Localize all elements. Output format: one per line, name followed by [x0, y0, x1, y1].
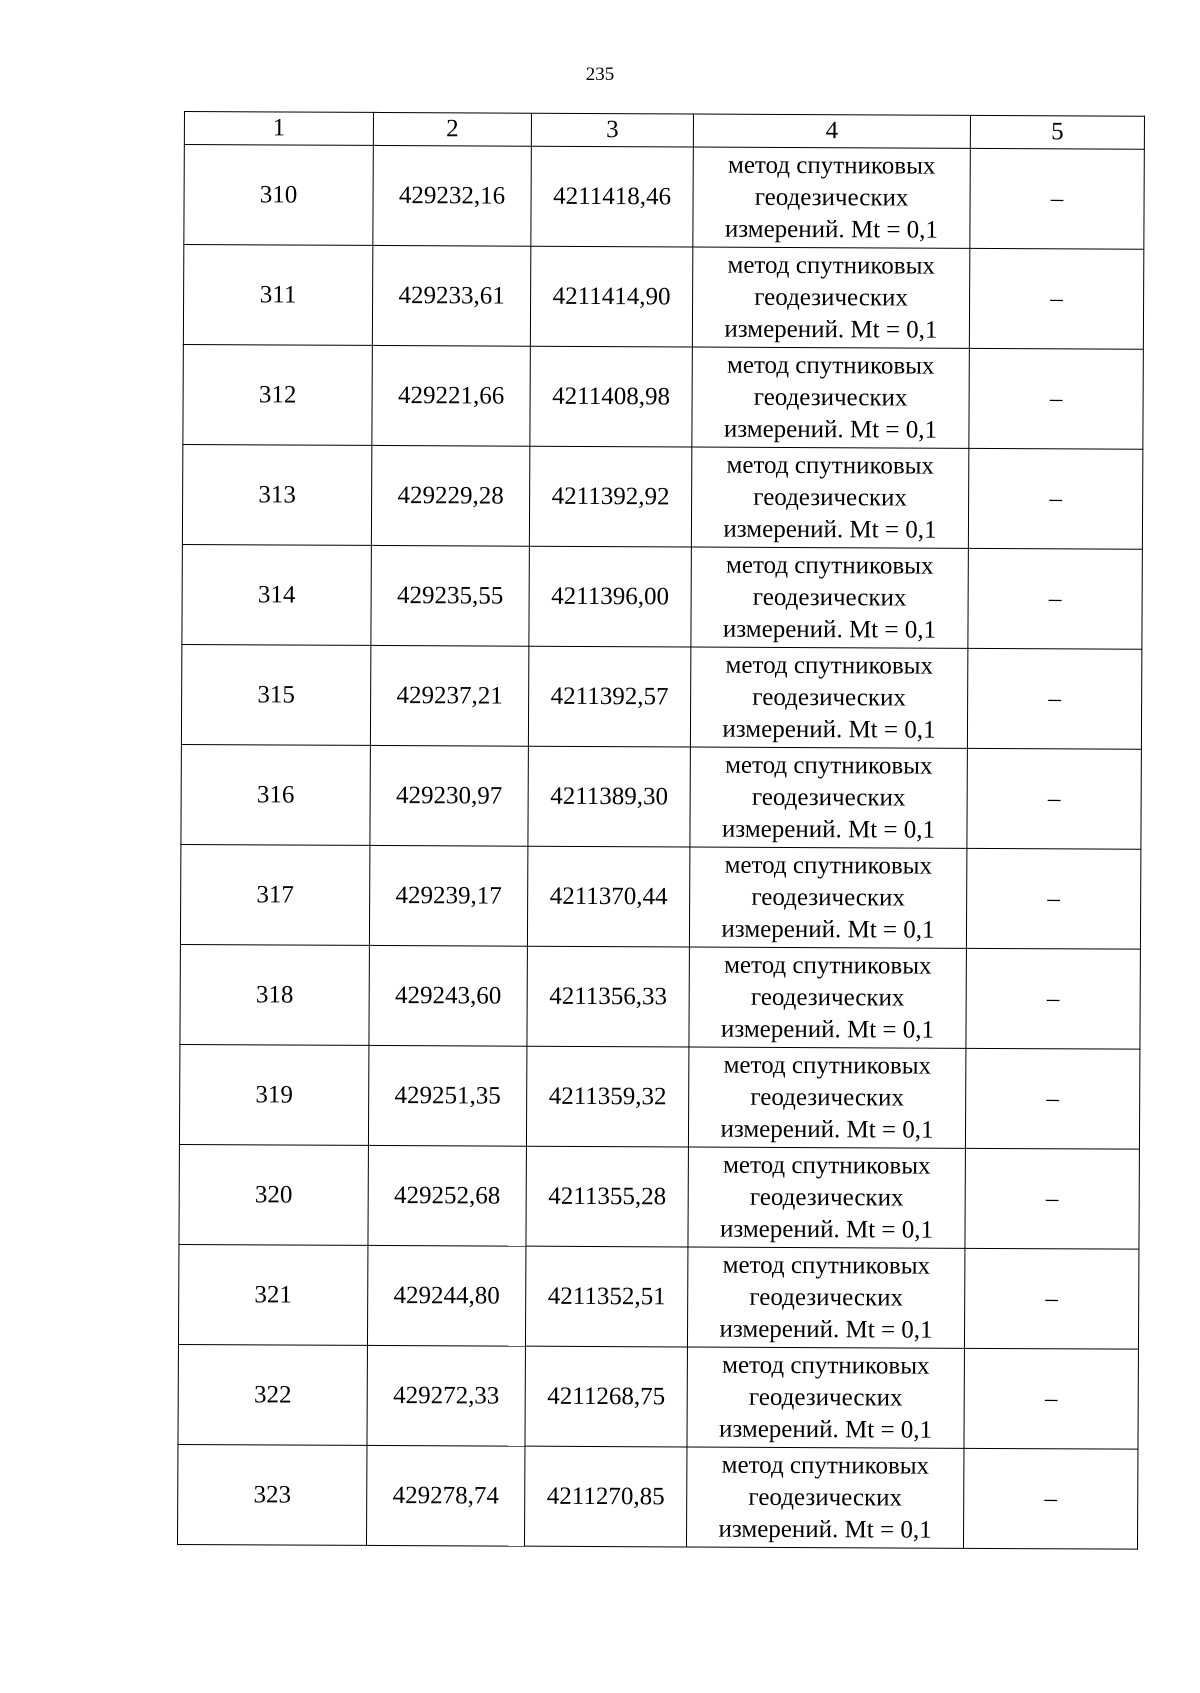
method-cell: [690, 647, 967, 748]
note-cell: –: [965, 1148, 1139, 1249]
table-row: [183, 344, 1143, 449]
method-line: метод спутниковых: [727, 151, 936, 180]
note-cell: –: [968, 548, 1142, 649]
y-coordinate-cell: 4211356,33: [527, 946, 689, 1047]
y-coordinate-cell: 4211355,28: [526, 1146, 688, 1247]
note-cell: –: [967, 648, 1141, 749]
column-header-1: 1: [184, 112, 373, 146]
method-line: метод спутниковых: [724, 951, 932, 980]
method-line: метод спутниковых: [723, 1151, 931, 1180]
note-cell: –: [965, 1048, 1139, 1149]
table-row: [182, 444, 1142, 549]
x-coordinate-cell: 429252,68: [368, 1145, 526, 1246]
x-coordinate-cell: 429239,17: [369, 845, 527, 946]
x-coordinate-cell: 429251,35: [368, 1045, 526, 1146]
note-cell: –: [969, 348, 1143, 449]
method-line: измерений. Mt = 0,1: [722, 715, 936, 744]
method-line: метод спутниковых: [726, 351, 935, 380]
x-coordinate-cell: 429221,66: [372, 345, 530, 446]
method-line: геодезических: [750, 983, 905, 1012]
note-cell: –: [964, 1248, 1138, 1349]
method-line: геодезических: [748, 1383, 903, 1412]
point-number-cell: 323: [177, 1444, 366, 1545]
method-line: геодезических: [752, 683, 907, 712]
method-line: метод спутниковых: [724, 851, 933, 880]
table-row: [177, 1444, 1137, 1549]
x-coordinate-cell: 429229,28: [371, 445, 529, 546]
column-header-3: 3: [531, 113, 693, 147]
table-row: [180, 944, 1140, 1049]
method-line: измерений. Mt = 0,1: [718, 1515, 932, 1544]
method-line: геодезических: [749, 1283, 904, 1312]
y-coordinate-cell: 4211418,46: [531, 146, 693, 247]
method-line: измерений. Mt = 0,1: [721, 815, 936, 844]
point-number-cell: 314: [182, 544, 371, 645]
method-line: измерений. Mt = 0,1: [722, 615, 937, 644]
point-number-cell: 311: [183, 245, 372, 346]
x-coordinate-cell: 429243,60: [369, 945, 527, 1046]
column-header-5: 5: [970, 115, 1144, 149]
point-number-cell: 315: [181, 644, 370, 745]
point-number-cell: 313: [182, 444, 371, 545]
method-line: геодезических: [754, 183, 909, 212]
method-line: измерений. Mt = 0,1: [721, 915, 935, 944]
column-header-2: 2: [373, 112, 531, 146]
method-line: метод спутниковых: [721, 1451, 930, 1480]
method-line: геодезических: [754, 283, 908, 312]
y-coordinate-cell: 4211392,92: [529, 446, 691, 547]
table-row: [181, 644, 1141, 749]
method-cell: [686, 1447, 963, 1548]
method-cell: [690, 747, 967, 848]
note-cell: –: [967, 748, 1141, 849]
method-line: геодезических: [750, 1083, 905, 1112]
x-coordinate-cell: 429233,61: [372, 245, 530, 346]
method-line: метод спутниковых: [725, 751, 933, 780]
method-line: метод спутниковых: [726, 451, 935, 480]
method-line: геодезических: [753, 383, 908, 412]
y-coordinate-cell: 4211359,32: [526, 1046, 688, 1147]
y-coordinate-cell: 4211396,00: [529, 546, 691, 647]
y-coordinate-cell: 4211414,90: [530, 246, 692, 347]
method-line: геодезических: [751, 783, 906, 812]
table-row: [181, 744, 1141, 849]
method-line: метод спутниковых: [727, 251, 936, 280]
page-number: 235: [585, 64, 615, 85]
point-number-cell: 322: [178, 1344, 367, 1445]
x-coordinate-cell: 429232,16: [373, 145, 531, 246]
method-cell: [687, 1247, 964, 1348]
y-coordinate-cell: 4211270,85: [524, 1446, 686, 1547]
note-cell: –: [970, 148, 1144, 249]
x-coordinate-cell: 429244,80: [367, 1245, 525, 1346]
table-row: [184, 145, 1144, 250]
note-cell: –: [964, 1348, 1138, 1449]
method-line: метод спутниковых: [726, 551, 934, 580]
table-row: [179, 1144, 1139, 1249]
note-cell: –: [963, 1448, 1137, 1549]
method-cell: [692, 347, 969, 448]
note-cell: –: [968, 448, 1142, 549]
method-line: метод спутниковых: [722, 1251, 931, 1280]
method-cell: [688, 1047, 965, 1148]
point-number-cell: 312: [183, 344, 372, 445]
method-line: измерений. Mt = 0,1: [724, 315, 938, 344]
method-cell: [693, 147, 970, 248]
method-line: геодезических: [753, 483, 907, 512]
point-number-cell: 317: [180, 844, 369, 945]
table-row: [178, 1244, 1138, 1349]
y-coordinate-cell: 4211352,51: [525, 1246, 687, 1347]
point-number-cell: 319: [179, 1044, 368, 1145]
method-line: измерений. Mt = 0,1: [724, 215, 939, 244]
method-cell: [691, 447, 968, 548]
note-cell: –: [966, 948, 1140, 1049]
method-cell: [687, 1347, 964, 1448]
x-coordinate-cell: 429272,33: [367, 1345, 525, 1446]
x-coordinate-cell: 429235,55: [371, 545, 529, 646]
point-number-cell: 316: [181, 744, 370, 845]
method-line: измерений. Mt = 0,1: [719, 1215, 934, 1244]
table-row: [183, 245, 1143, 350]
table-row: [179, 1044, 1139, 1149]
note-cell: –: [966, 848, 1140, 949]
method-line: измерений. Mt = 0,1: [719, 1315, 933, 1344]
x-coordinate-cell: 429278,74: [366, 1445, 524, 1546]
note-cell: –: [969, 248, 1143, 349]
method-line: измерений. Mt = 0,1: [723, 415, 938, 444]
method-cell: [688, 1147, 965, 1248]
table-row: [180, 844, 1140, 949]
point-number-cell: 310: [184, 145, 373, 246]
point-number-cell: 320: [179, 1144, 368, 1245]
y-coordinate-cell: 4211408,98: [530, 346, 692, 447]
point-number-cell: 321: [178, 1244, 367, 1345]
x-coordinate-cell: 429230,97: [370, 745, 528, 846]
table-header: [184, 112, 1144, 150]
method-line: измерений. Mt = 0,1: [718, 1415, 933, 1444]
method-line: измерений. Mt = 0,1: [720, 1115, 934, 1144]
method-line: геодезических: [748, 1483, 903, 1512]
method-line: метод спутниковых: [722, 1351, 930, 1380]
y-coordinate-cell: 4211389,30: [528, 746, 690, 847]
method-line: метод спутниковых: [723, 1051, 932, 1080]
method-cell: [689, 847, 966, 948]
method-line: измерений. Mt = 0,1: [723, 515, 937, 544]
table-row: [182, 544, 1142, 649]
method-cell: [689, 947, 966, 1048]
column-header-4: 4: [693, 114, 970, 148]
method-line: геодезических: [749, 1183, 904, 1212]
header-row: [184, 112, 1144, 150]
method-line: геодезических: [752, 583, 907, 612]
y-coordinate-cell: 4211370,44: [527, 846, 689, 947]
method-line: метод спутниковых: [725, 651, 934, 680]
table-body: [177, 145, 1144, 1550]
x-coordinate-cell: 429237,21: [370, 645, 528, 746]
method-line: геодезических: [751, 883, 906, 912]
table-row: [178, 1344, 1138, 1449]
y-coordinate-cell: 4211392,57: [528, 646, 690, 747]
method-cell: [692, 247, 969, 348]
method-cell: [691, 547, 968, 648]
method-line: измерений. Mt = 0,1: [720, 1015, 935, 1044]
point-number-cell: 318: [180, 944, 369, 1045]
y-coordinate-cell: 4211268,75: [525, 1346, 687, 1447]
coordinates-table: [177, 111, 1145, 1550]
